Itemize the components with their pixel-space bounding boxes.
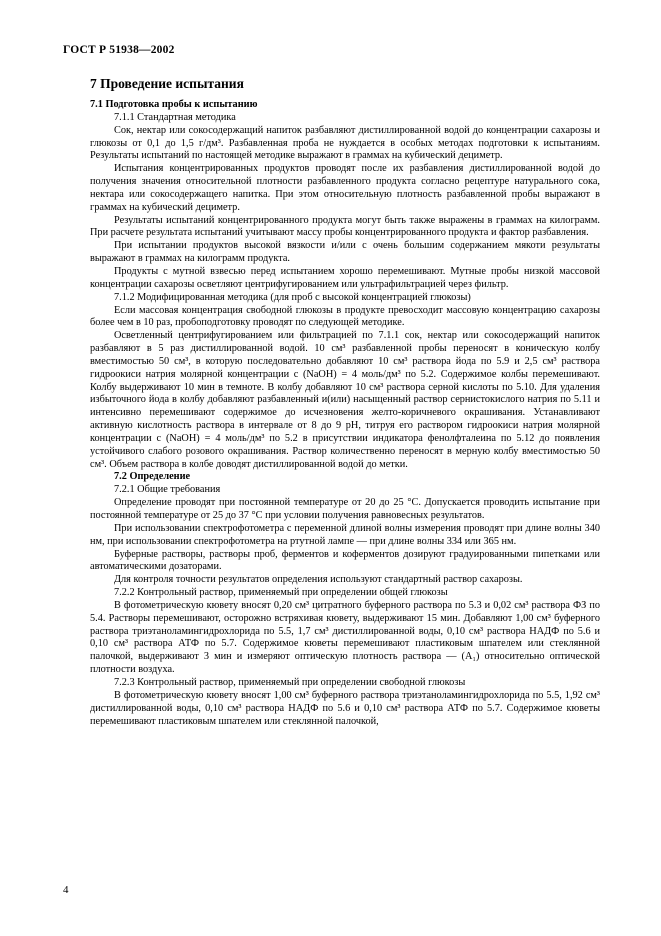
paragraph: 7.2.3 Контрольный раствор, применяемый при определении свободной глюкозы xyxy=(114,676,466,688)
paragraph: Если массовая концентрация свободной глюкозы в продукте превосходит массовую концентрацию сахарозы более чем в 10 раз, пробоподготовку проводят по следующей методике. xyxy=(90,304,600,329)
paragraph: При использовании спектрофотометра с переменной длиной волны измерения проводят при длине волны 340 нм, при использовании спектрофотометра на ртутной лампе — при длине волны 334 или 365 нм. xyxy=(90,522,600,547)
paragraph: 7.1.1 Стандартная методика xyxy=(114,111,236,123)
subsection-heading: 7.2 Определение xyxy=(114,471,191,483)
paragraph: Продукты с мутной взвесью перед испытанием хорошо перемешивают. Мутные пробы низкой массовой концентрации сахарозы осветляют центрифугированием или ультрафильтрацией через фильтр. xyxy=(90,265,600,290)
paragraph: При испытании продуктов высокой вязкости и/или с очень большим содержанием мякоти результаты выражают в граммах на килограмм продукта. xyxy=(90,240,600,265)
subsection-heading: 7.1 Подготовка пробы к испытанию xyxy=(90,99,258,110)
paragraph: 7.2.2 Контрольный раствор, применяемый при определении общей глюкозы xyxy=(114,587,448,599)
paragraph: Сок, нектар или сокосодержащий напиток разбавляют дистиллированной водой до концентрации сахарозы и глюкозы от 0,1 до 1,5 г/дм³. Разбавленная проба не нуждается в особых методах подготовки к испытаниям. Результаты испытаний по настоящей методике выражают в граммах на кубический дециметр. xyxy=(90,124,600,162)
paragraph: Осветленный центрифугированием или фильтрацией по 7.1.1 сок, нектар или сокосодержащий напиток разбавляют в 5 раз дистиллированной водой. 10 см³ разбавленной пробы переносят в коническую колбу вместимостью 50 см³, в которую последовательно добавляют 10 см³ раствора йода по 5.9 и 2,5 см³ раствора гидроокиси натрия молярной концентрации c (NaOH) = 4 моль/дм³ по 5.2. Содержимое колбы перемешивают. Колбу выдерживают 10 мин в темноте. В колбу добавляют 10 см³ раствора серной кислоты по 5.10. Для удаления избыточного йода в колбу добавляют разбавленный и(или) насыщенный раствор сернистокислого натрия по 5.11 и интенсивно перемешивают содержимое до исчезновения желто-коричневого окрашивания. Устанавливают активную кислотность раствора в интервале от 8 до 9 pH, титруя его раствором гидроокиси натрия молярной концентрации c (NaOH) = 4 моль/дм³ по 5.2 в присутствии индикатора фенолфталеина по 5.12 до появления устойчивого слабого розового окрашивания. Раствор количественно переносят в мерную колбу вместимостью 50 см³. Объем раствора в колбе доводят дистиллированной водой до метки. xyxy=(90,330,600,470)
page-header: ГОСТ Р 51938—2002 xyxy=(63,44,175,56)
page-number: 4 xyxy=(63,884,69,896)
section-title: 7 Проведение испытания xyxy=(90,76,244,91)
paragraph: Испытания концентрированных продуктов проводят после их разбавления дистиллированной водой до получения значения относительной плотности разбавленного продукта согласно рецептуре натурального сока, нектара или сокосодержащего напитка. При этом относительную плотность разбавленной пробы выражают в граммах на кубический дециметр. xyxy=(90,163,600,213)
paragraph: 7.1.2 Модифицированная методика (для проб с высокой концентрацией глюкозы) xyxy=(114,291,471,303)
page-body xyxy=(90,76,600,728)
paragraph: В фотометрическую кювету вносят 0,20 см³ цитратного буферного раствора по 5.3 и 0,02 см³ раствора ФЗ по 5.4. Растворы перемешивают, осторожно встряхивая кювету, выдерживают 15 мин. Добавляют 1,00 см³ буферного раствора триэтаноламингидрохлорида по 5.5, 1,7 см³ дистиллированной воды, 0,10 см³ раствора НАДФ по 5.6 и 0,10 см³ раствора АТФ по 5.7. Содержимое кюветы перемешивают пластиковым шпателем или стеклянной палочкой, выдерживают 3 мин и измеряют оптическую плотность раствора — (A₁) относительно оптической плотности воздуха. xyxy=(90,599,600,676)
paragraph: В фотометрическую кювету вносят 1,00 см³ буферного раствора триэтаноламингидрохлорида по 5.5, 1,92 см³ дистиллированной воды, 0,10 см³ раствора НАДФ по 5.6 и 0,10 см³ раствора АТФ по 5.7. Содержимое кюветы перемешивают пластиковым шпателем или стеклянной палочкой, xyxy=(90,689,600,727)
paragraph: Для контроля точности результатов определения используют стандартный раствор сахарозы. xyxy=(114,574,523,586)
paragraph: 7.2.1 Общие требования xyxy=(114,484,221,496)
paragraph: Буферные растворы, растворы проб, ферментов и коферментов дозируют градуированными пипетками или автоматическими дозаторами. xyxy=(90,548,600,573)
paragraph: Результаты испытаний концентрированного продукта могут быть также выражены в граммах на килограмм. При расчете результата испытаний учитывают массу пробы концентрированного продукта и фактор разбавления. xyxy=(90,214,600,239)
paragraph: Определение проводят при постоянной температуре от 20 до 25 °С. Допускается проводить испытание при постоянной температуре от 25 до 37 °С при условии получения равновесных результатов. xyxy=(90,497,600,521)
